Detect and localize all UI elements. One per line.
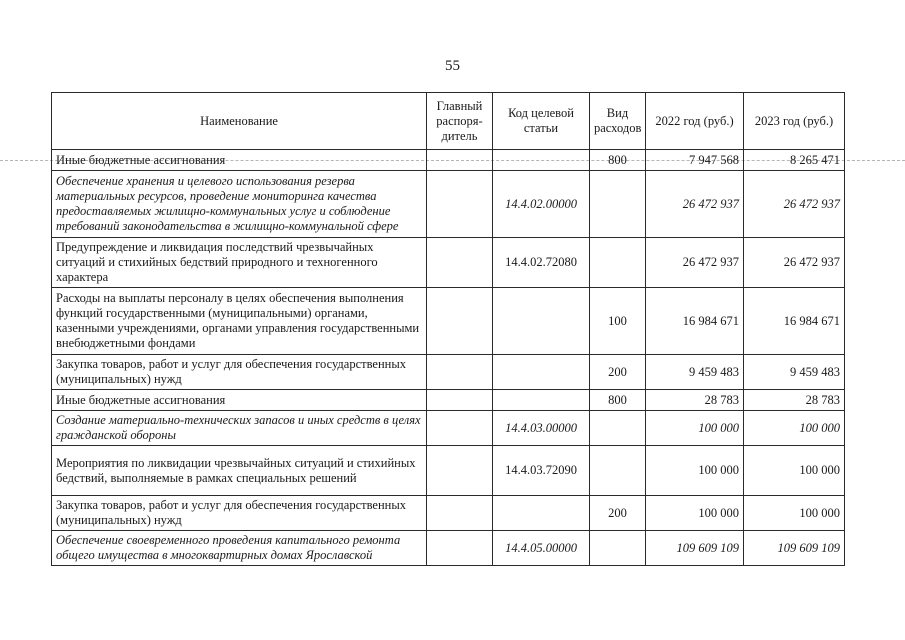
row-expense-type xyxy=(590,446,646,496)
row-code xyxy=(493,355,590,390)
row-code xyxy=(493,288,590,355)
column-header-2023: 2023 год (руб.) xyxy=(744,93,845,150)
row-expense-type: 800 xyxy=(590,150,646,171)
table-row xyxy=(52,531,845,566)
row-manager xyxy=(427,531,493,566)
row-amount-2022: 26 472 937 xyxy=(646,238,744,288)
table-row xyxy=(52,390,845,411)
row-manager xyxy=(427,496,493,531)
row-amount-2023: 28 783 xyxy=(744,390,845,411)
row-name: Иные бюджетные ассигнования xyxy=(52,150,427,171)
row-amount-2023: 9 459 483 xyxy=(744,355,845,390)
row-code: 14.4.02.72080 xyxy=(493,238,590,288)
column-header-expense-type: Вид расходов xyxy=(590,93,646,150)
row-expense-type xyxy=(590,531,646,566)
row-amount-2022: 100 000 xyxy=(646,496,744,531)
budget-table xyxy=(51,92,845,566)
row-amount-2022: 28 783 xyxy=(646,390,744,411)
row-expense-type: 200 xyxy=(590,355,646,390)
row-amount-2023: 16 984 671 xyxy=(744,288,845,355)
row-code xyxy=(493,390,590,411)
row-manager xyxy=(427,171,493,238)
row-name: Расходы на выплаты персоналу в целях обеспечения выполнения функций государственными (муниципальными) органами, казенными учреждениями, органами управления государственными внебюджетными фондами xyxy=(52,288,427,355)
column-header-code: Код целевой статьи xyxy=(493,93,590,150)
row-code xyxy=(493,496,590,531)
row-name: Закупка товаров, работ и услуг для обеспечения государственных (муниципальных) нужд xyxy=(52,496,427,531)
row-amount-2023: 26 472 937 xyxy=(744,171,845,238)
table-row xyxy=(52,496,845,531)
table-header-row xyxy=(52,93,845,150)
row-manager xyxy=(427,238,493,288)
row-name: Предупреждение и ликвидация последствий чрезвычайных ситуаций и стихийных бедствий природного и техногенного характера xyxy=(52,238,427,288)
row-manager xyxy=(427,446,493,496)
row-name: Обеспечение своевременного проведения капитального ремонта общего имущества в многоквартирных домах Ярославской xyxy=(52,531,427,566)
row-manager xyxy=(427,411,493,446)
row-amount-2022: 100 000 xyxy=(646,411,744,446)
row-amount-2022: 100 000 xyxy=(646,446,744,496)
page-number: 55 xyxy=(445,58,460,74)
row-expense-type: 800 xyxy=(590,390,646,411)
row-manager xyxy=(427,355,493,390)
row-code: 14.4.03.72090 xyxy=(493,446,590,496)
row-amount-2023: 109 609 109 xyxy=(744,531,845,566)
row-expense-type xyxy=(590,411,646,446)
table-row xyxy=(52,446,845,496)
row-amount-2022: 9 459 483 xyxy=(646,355,744,390)
row-manager xyxy=(427,288,493,355)
row-name: Создание материально-технических запасов и иных средств в целях гражданской обороны xyxy=(52,411,427,446)
row-expense-type: 100 xyxy=(590,288,646,355)
row-amount-2023: 26 472 937 xyxy=(744,238,845,288)
table-row xyxy=(52,238,845,288)
table-row xyxy=(52,411,845,446)
row-amount-2022: 16 984 671 xyxy=(646,288,744,355)
column-header-name: Наименование xyxy=(52,93,427,150)
row-amount-2023: 100 000 xyxy=(744,496,845,531)
row-expense-type xyxy=(590,238,646,288)
row-code: 14.4.03.00000 xyxy=(493,411,590,446)
row-amount-2022: 7 947 568 xyxy=(646,150,744,171)
table-row xyxy=(52,288,845,355)
table-row xyxy=(52,150,845,171)
row-name: Мероприятия по ликвидации чрезвычайных ситуаций и стихийных бедствий, выполняемые в рамках специальных решений xyxy=(52,446,427,496)
row-name: Иные бюджетные ассигнования xyxy=(52,390,427,411)
row-amount-2023: 100 000 xyxy=(744,411,845,446)
row-name: Обеспечение хранения и целевого использования резерва материальных ресурсов, проведение мониторинга качества предоставляемых жилищно-коммунальных услуг и соблюдение требований законодательства в жилищно-коммунальной сфере xyxy=(52,171,427,238)
row-code: 14.4.02.00000 xyxy=(493,171,590,238)
row-code xyxy=(493,150,590,171)
row-amount-2022: 109 609 109 xyxy=(646,531,744,566)
row-code: 14.4.05.00000 xyxy=(493,531,590,566)
row-expense-type: 200 xyxy=(590,496,646,531)
row-amount-2023: 8 265 471 xyxy=(744,150,845,171)
column-header-2022: 2022 год (руб.) xyxy=(646,93,744,150)
row-amount-2023: 100 000 xyxy=(744,446,845,496)
column-header-manager: Главный распоря-дитель xyxy=(427,93,493,150)
row-name: Закупка товаров, работ и услуг для обеспечения государственных (муниципальных) нужд xyxy=(52,355,427,390)
table-row xyxy=(52,171,845,238)
row-manager xyxy=(427,150,493,171)
row-amount-2022: 26 472 937 xyxy=(646,171,744,238)
table-row xyxy=(52,355,845,390)
row-expense-type xyxy=(590,171,646,238)
row-manager xyxy=(427,390,493,411)
